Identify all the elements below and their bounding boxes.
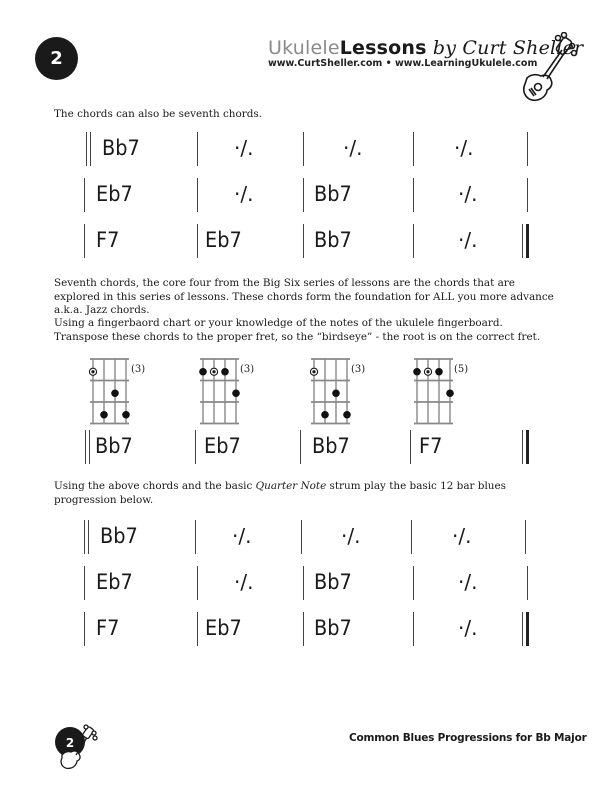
chord-name: Eb7 [204,434,241,458]
chord-chart-2 [80,514,540,652]
brand-header [268,37,584,69]
repeat-sign: ·/. [458,570,478,594]
chart-row [80,514,540,560]
barline [413,224,414,258]
repeat-sign: ·/. [454,136,474,160]
finger-dot [413,368,421,376]
chord-diagram-3 [307,356,377,428]
repeat-sign: ·/. [234,570,254,594]
chord-symbol: Eb7 [96,570,133,594]
chord-symbol: Eb7 [96,182,133,206]
barline [84,224,85,258]
repeat-sign: ·/. [234,182,254,206]
chord-diagram-1 [86,356,156,428]
footer-ukulele-icon [52,722,102,772]
ukulele-icon [517,32,579,104]
double-barline [85,430,86,464]
barline [413,132,414,166]
chord-diagram-4 [410,356,480,428]
finger-dot [321,411,329,419]
repeat-sign: ·/. [343,136,363,160]
chord-name: Bb7 [95,434,133,458]
finger-dot [343,411,351,419]
barline [413,566,414,600]
barline [197,132,198,166]
final-barline [522,224,523,258]
finger-dot [100,411,108,419]
barline [197,224,198,258]
barline [195,430,196,464]
chart-row [80,218,540,264]
double-barline [86,132,87,166]
footer-page-number: 2 [65,736,75,750]
brand-lessons: Lessons [339,37,427,59]
repeat-sign: ·/. [341,524,361,548]
brand-author: by Curt Sheller [426,37,584,59]
diagram-names-row [80,428,540,468]
chord-symbol: Bb7 [314,182,352,206]
finger-dot [232,389,240,397]
chart-row [80,560,540,606]
barline [413,178,414,212]
finger-dot [446,389,454,397]
fret-label: (3) [351,364,366,375]
finger-dot [332,389,340,397]
barline [413,612,414,646]
text: strum play the basic 12 bar blues progression below. [54,480,506,506]
barline [301,520,302,554]
footer-logo [52,722,102,776]
double-barline [84,520,85,554]
chord-diagram-2 [196,356,266,428]
emphasis-text: Quarter Note [255,480,327,492]
finger-dot [199,368,207,376]
barline [527,132,528,166]
chord-symbol: Eb7 [205,228,242,252]
chord-symbol: Bb7 [314,570,352,594]
repeat-sign: ·/. [232,524,252,548]
barline [197,178,198,212]
brand-ukulele: Ukulele [268,37,340,59]
root-dot-center [312,370,315,373]
chord-symbol: F7 [96,228,120,252]
page-number: 2 [50,48,63,69]
barline [300,430,301,464]
chord-symbol: Bb7 [100,524,138,548]
finger-dot [122,411,130,419]
barline [303,566,304,600]
finger-dot [221,368,229,376]
barline [411,520,412,554]
repeat-sign: ·/. [234,136,254,160]
intro-text: The chords can also be seventh chords. [54,108,263,120]
brand-title [268,37,584,59]
chord-symbol: Bb7 [314,228,352,252]
finger-dot [111,389,119,397]
chord-symbol: Bb7 [314,616,352,640]
chord-chart-1 [80,126,540,264]
chart-row [80,126,540,172]
barline [525,520,526,554]
barline [84,566,85,600]
barline [410,430,411,464]
barline [303,132,304,166]
fret-label: (5) [454,364,469,375]
barline [527,566,528,600]
paragraph-transpose: Using a fingerbaord chart or your knowledge of the notes of the ukulele fingerboard. Transpose these chords to the proper fret, so the “birdseye” - the root is on the correct fret. [54,317,541,343]
chart-row [80,606,540,652]
page-number-badge [35,37,78,80]
final-barline [522,430,523,464]
repeat-sign: ·/. [452,524,472,548]
root-dot-center [426,370,429,373]
barline [195,520,196,554]
paragraph-instructions [54,480,559,507]
fret-label: (3) [131,364,146,375]
fret-label: (3) [240,364,255,375]
chord-symbol: F7 [96,616,120,640]
barline [527,178,528,212]
text: Using the above chords and the basic [54,480,256,492]
chart-row [80,172,540,218]
barline [84,612,85,646]
chord-name: Bb7 [312,434,350,458]
chart-row [80,428,540,468]
repeat-sign: ·/. [458,182,478,206]
finger-dot [435,368,443,376]
barline [303,612,304,646]
barline [84,178,85,212]
brand-urls: www.CurtSheller.com • www.LearningUkulele.com [268,58,538,69]
chord-name: F7 [419,434,443,458]
root-dot-center [91,370,94,373]
barline [303,178,304,212]
barline [197,566,198,600]
repeat-sign: ·/. [458,616,478,640]
chord-symbol: Eb7 [205,616,242,640]
footer-title: Common Blues Progressions for Bb Major [349,732,587,744]
barline [197,612,198,646]
root-dot-center [212,370,215,373]
paragraph-seventh-chords: Seventh chords, the core four from the Big Six series of lessons are the chords that are explored in this series of lessons. These chords form the foundation for ALL you more advance a.k.a. Jazz chords. [54,277,554,316]
barline [303,224,304,258]
chord-symbol: Bb7 [102,136,140,160]
final-barline [522,612,523,646]
repeat-sign: ·/. [458,228,478,252]
